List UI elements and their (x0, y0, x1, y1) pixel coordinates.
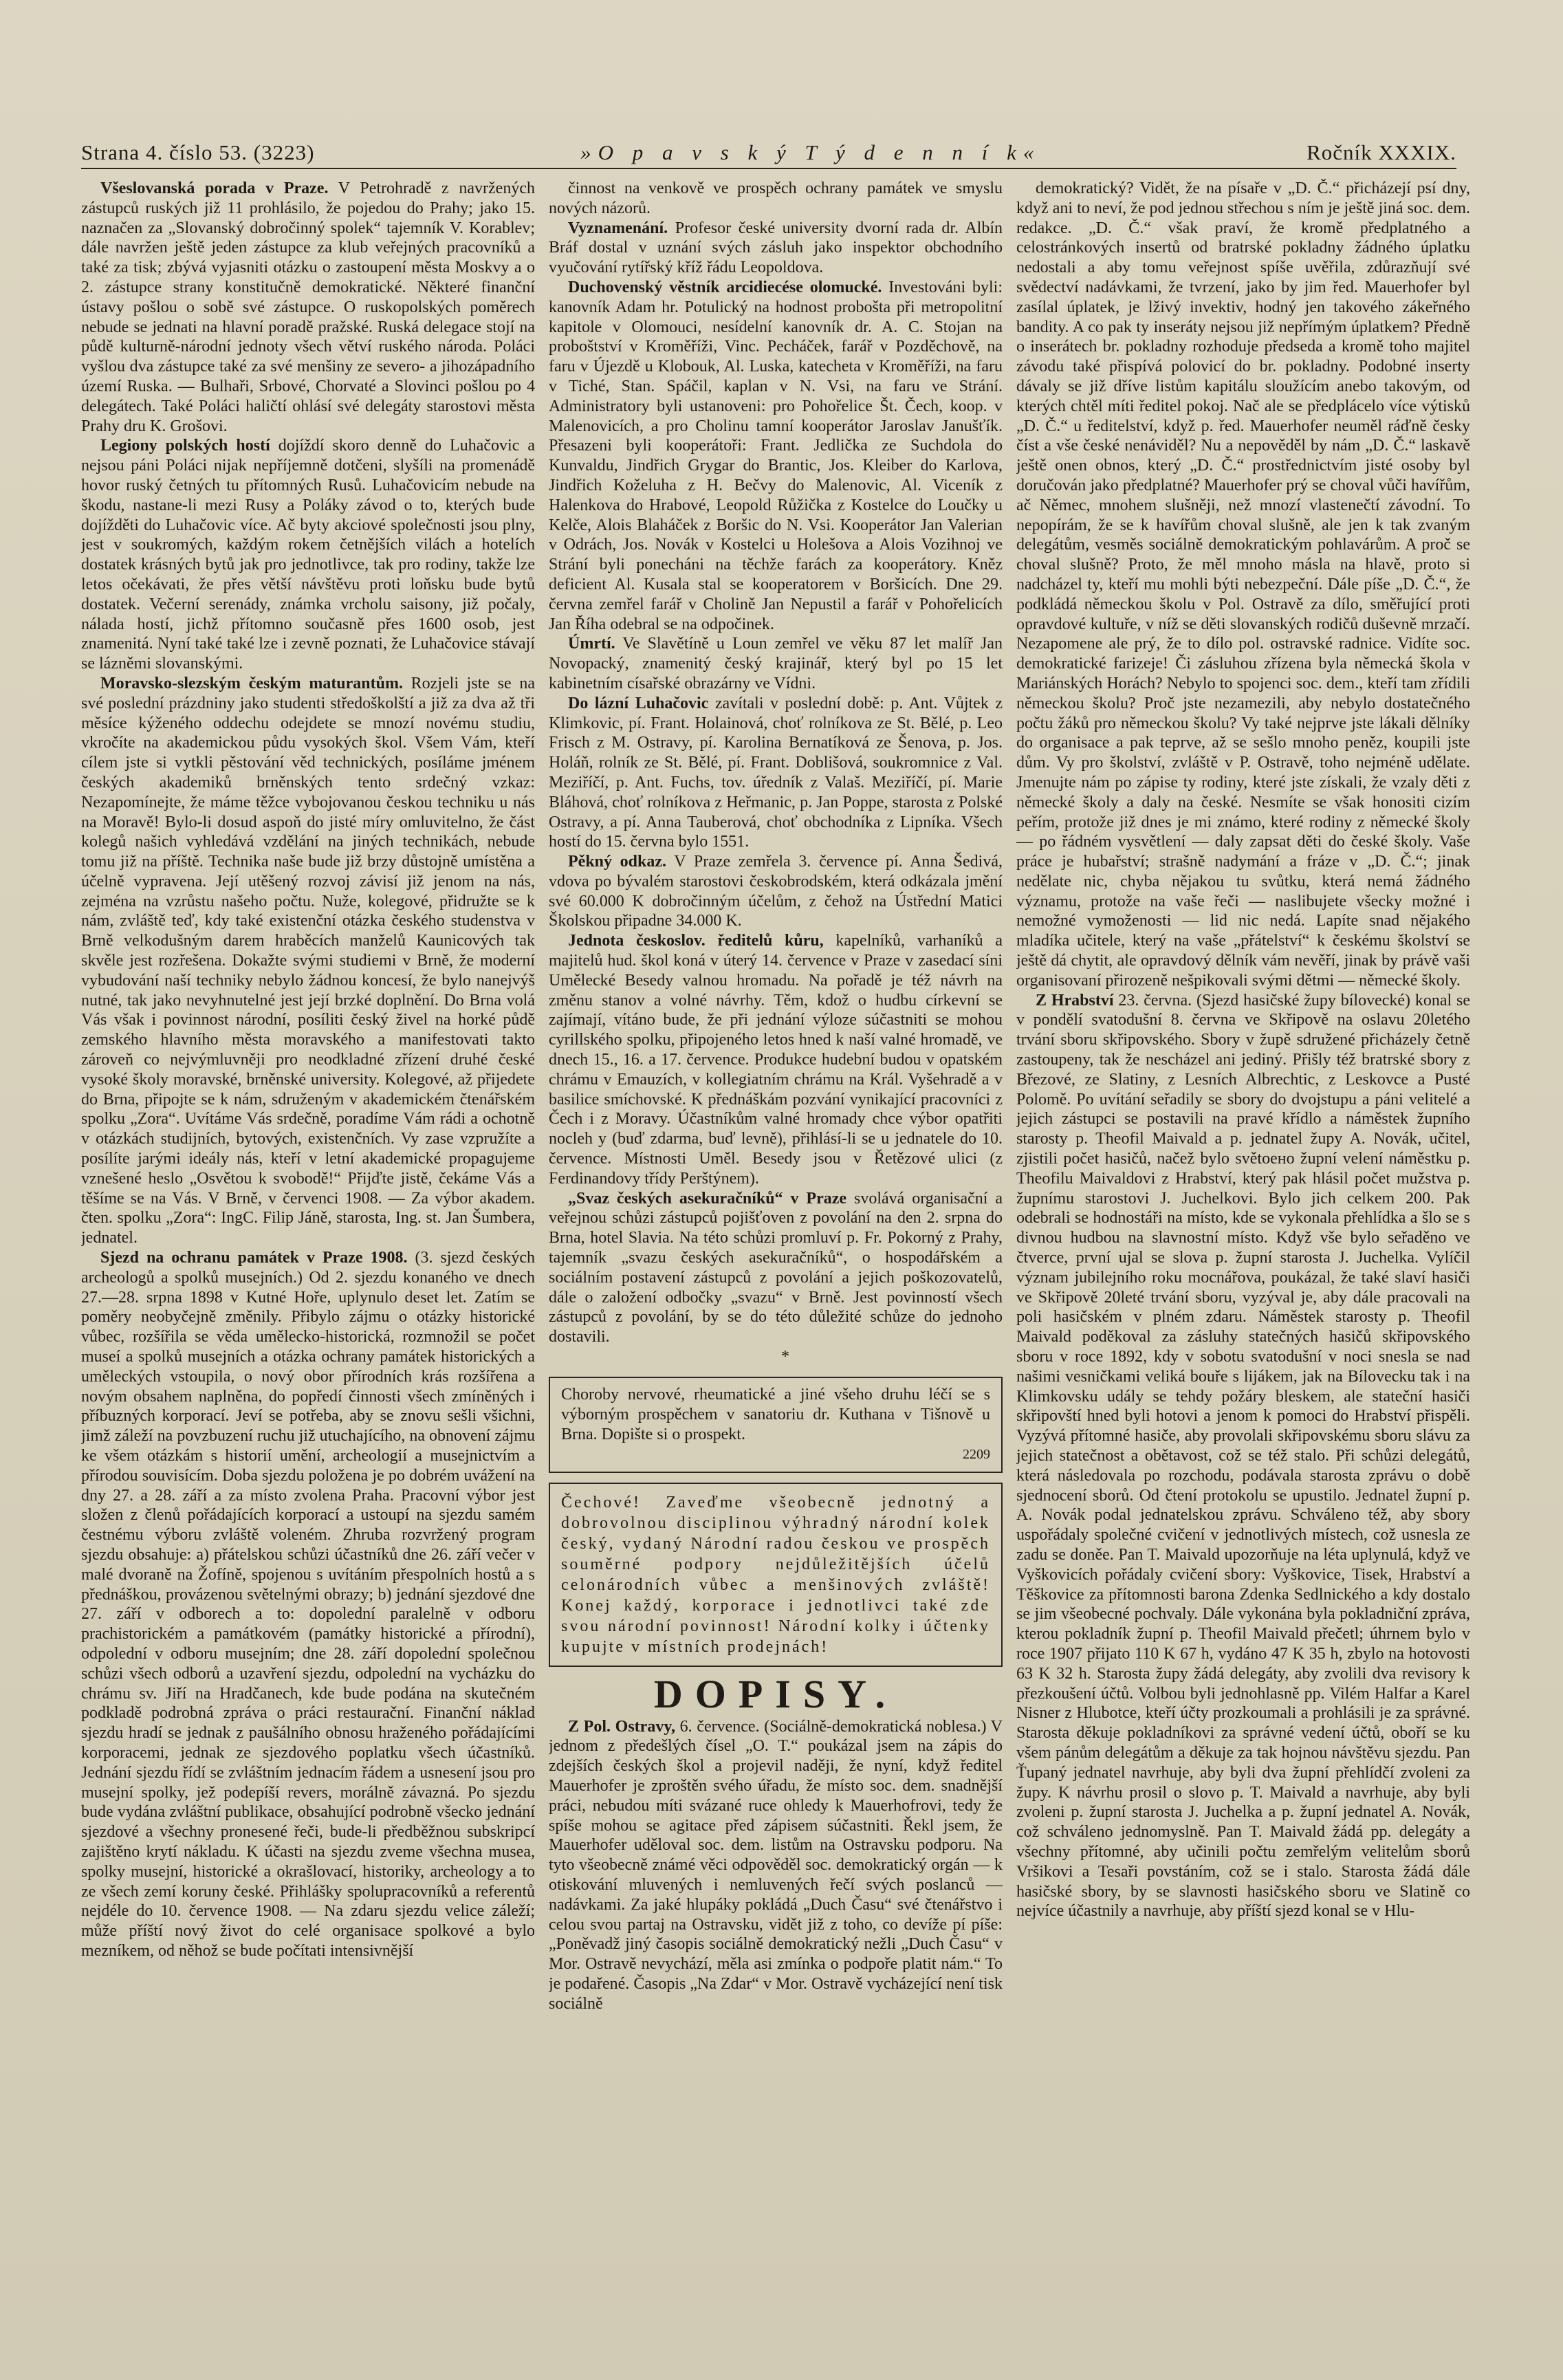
article-heading: Všeslovanská porada v Praze. (100, 179, 329, 197)
article-text: (3. sjezd českých archeologů a spolků musejních.) Od 2. sjezdu konaného ve dnech 27.—28. srpna 1898 v Kutné Hoře, uplynulo deset let. Zatím se poměry neobyčejně změnily. Přibylo zájmu o otázky historické vůbec, rozšířila se věda umělecko-historická, rozmnožil se počet museí a spolků musejních a otázka ochrany památek historických a uměleckých vstoupila, o nový obor přírodních krás rozšířena a novým obsahem naplněna, do popředí činnosti všech zmíněných i příbuzných korporací. Jeví se potřeba, aby se znovu sešli všichni, jimž záleží na povzbuzení ruchu již utuchajícího, na obnovení zájmu ke všem otázkám s historií umění, archeologií a musejnictvím a přírodou souvisícím. Doba sjezdu položena je po dobrém uvážení na dny 27. a 28. září a za místo zvolena Praha. Pracovní výbor jest složen z členů pořádajících korporací a ustoupí na sjezdu samém čestnému výboru zvláště voleném. Zhruba rozvržený program sjezdu obsahuje: a) přátelskou schůzi účastníků dne 26. září večer v malé dvoraně na Žofíně, spojenou s uvítáním přespolních hostů a s přednáškou, provázenou světelnými obrazy; b) jednání sjezdové dne 27. září v odborech a to: dopolední paralelně v odboru prachistorickém a památkovém (památky historické a přírodní), odpolední v odboru musejním; dne 28. září dopolední společnou schůzi všech odborů a uzavření sjezdu, odpolední na vycházku do chrámu sv. Jiří na Hradčanech, kde bude podána na skutečném podkladě podrobná zpráva o práci restaurační. Finanční náklad sjezdu hradí se jednak z paušálního obnosu hraženého pořádajícími korporacemi, jednak ze sjezdového poplatku všech účastníků. Jednání sjezdu řídí se zvláštním jednacím řádem a usnesení jsou pro musejní spolky, jež podepíší revers, morálně závazná. Po sjezdu bude vydána zvláštní publikace, obsahující podrobně všecko jednání sjezdové a všechny pronesené řeči, bude-li předběžnou subskripcí zajištěno krytí nákladu. K účasti na sjezdu zveme všechna musea, spolky musejní, historické a okrašlovací, historiky, archeology a to ze všech zemí koruny české. Přihlášky spolupracovníků a referentů nejdéle do 10. července 1908. — Na zdaru sjezdu velice záleží; může příští nový život do celé organisace spolkové a bylo mezníkem, od něhož se bude počítati intensivnější (81, 1249, 535, 1960)
column-3 (1016, 179, 1470, 2366)
sanatorium-advertisement (549, 1377, 1003, 1473)
newspaper-title: »O p a v s k ý T ý d e n n í k« (580, 140, 1041, 164)
article-paragraph (549, 1717, 1003, 2014)
article-text: zavítali v poslední době: p. Ant. Vůjtek z Klimkovic, pí. Frant. Holainová, choť rolníkova ze St. Bělé, p. Leo Frisch z M. Ostravy, pí. Karolina Bernatíková ze Šenova, p. Jos. Holáň, rolník ze St. Bělé, pí. Frant. Doblišová, soukromnice z Val. Meziříčí, p. Ant. Fuchs, tov. úředník z Valaš. Meziříčí, pí. Marie Bláhová, choť rolníkova z Heřmanic, p. Jan Poppe, starosta z Polské Ostravy, a pí. Anna Tauberová, choť obchodníka z Lipníka. Všech hostí do 15. června bylo 1551. (549, 694, 1003, 851)
article-heading: Pěkný odkaz. (568, 853, 667, 871)
volume-number: Ročník XXXIX. (1307, 140, 1456, 164)
advertisement-text: Choroby nervové, rheumatické a jiné všeho druhu léčí se s výborným prospěchem v sanatoriu dr. Kuthana v Tišnově u Brna. Dopište si o prospekt. (561, 1385, 990, 1443)
article-paragraph (549, 1189, 1003, 1347)
article-paragraph (81, 1248, 535, 1961)
article-heading: Jednota českoslov. ředitelů kůru, (568, 932, 824, 950)
article-text: Ve Slavětíně u Loun zemřel ve věku 87 let malíř Jan Novopacký, znamenitý český krajinář, který byl po 15 let kabinetním císařské obrazárny ve Vídni. (549, 635, 1003, 692)
article-paragraph (549, 278, 1003, 634)
article-heading: Do lázní Luhačovic (568, 694, 709, 712)
article-heading: „Svaz českých asekuračníků“ v Praze (568, 1189, 847, 1208)
column-2-letters (549, 1717, 1003, 2014)
page-number: Strana 4. číslo 53. (3223) (81, 140, 315, 164)
article-paragraph (549, 179, 1003, 219)
column-1 (81, 179, 535, 2366)
article-heading: Z Hrabství (1036, 991, 1114, 1009)
article-paragraph (549, 219, 1003, 278)
article-paragraph (81, 179, 535, 436)
article-text: Profesor české university dvorní rada dr. Albín Bráf dostal v uznání svých zásluh jako inspektor obchodního vyučování rytířský kříž řádu Leopoldova. (549, 219, 1003, 277)
article-text: svolává organisační a veřejnou schůzi zástupců pojišťoven z povolání na den 2. srpna do Brna, hotel Slavia. Na této schůzi promluví p. Fr. Pokorný z Prahy, tajemník „svazu českých asekuračníků“, o hospodářském a sociálním postavení zástupců z povolání a jejich poškozovatelů, dále o založení odbočky „svazu“ v Brně. Jest povinností všech zástupců z povolání, by se do této důležité schůze do jednoho dostavili. (549, 1189, 1003, 1346)
article-heading: Úmrtí. (568, 635, 615, 653)
column-2 (549, 179, 1003, 2366)
article-text: kapelníků, varhaníků a majitelů hud. škol koná v úterý 14. července v Praze v zasedací síni Umělecké Besedy valnou hromadu. Na pořadě je též návrh na změnu stanov a volné návrhy. Těm, kdož o hudbu církevní se zajímají, vítáno bude, že při jednání výloze súčastniti se mohou cyrillského spolku, připojeného letos hned k naší valné hromadě, ve dnech 15., 16. a 17. července. Produkce hudební budou v opatském chrámu v Emauzích, v kollegiatním chrámu na Král. Vyšehradě a v basilice smíchovské. K přednáškám pozvání vynikající pracovníci z Čech i z Moravy. Účastníkům valné hromady chce výbor opatřiti nocleh y (buď zdarma, buď levně), přihlásí-li se u jednatele do 10. července. Místnosti Uměl. Besedy jsou v Řetězové ulici (z Ferdinandovy třídy Perštýnem). (549, 932, 1003, 1188)
article-heading: Vyznamenání. (568, 219, 668, 237)
article-paragraph (549, 634, 1003, 693)
article-paragraph (549, 931, 1003, 1188)
article-text: V Petrohradě z navržených zástupců ruských již 11 prohlásilo, že pojedou do Prahy; jako 15. naznačen za „Slovanský dobročinný spolek“ tajemník V. Korablev; dále navržen ještě jeden zástupce za klub veřejných pracovníků a také za tisk; zbývá vyjasniti otázku o zastoupení města Moskvy a o 2. zástupce strany konstitučně demokratické. Některé finanční ústavy pošlou o sobě své zástupce. O ruskopolských poměrech nebude se jednati na hlavní poradě pražské. Ruská delegace stojí na půdě kulturně-národní jednoty všech větví ruského národa. Poláci vyšlou dva zástupce také za své menšiny ze severo- a jihozápadního území Ruska. — Bulhaři, Srbové, Chorvaté a Slovinci pošlou po 4 delegátech. Také Poláci haličtí ohlásí své delegáty starostovi města Prahy dru K. Grošovi. (81, 179, 535, 435)
header-rule (81, 168, 1456, 169)
article-heading: Legiony polských hostí (100, 437, 270, 455)
advertisement-code: 2209 (963, 1446, 990, 1462)
article-text: činnost na venkově ve prospěch ochrany památek ve smyslu nových názorů. (549, 179, 1003, 217)
article-heading: Moravsko-slezským českým maturantům. (100, 674, 403, 692)
article-text: Investováni byli: kanovník Adam hr. Potulický na hodnost proboštа při metropolitní kapitole v Olomouci, nesídelní kanovník dr. A. C. Stojan na proboštství v Kroměříži, Vinc. Pecháček, farář v Pozděchově, na faru v Újezdě u Klobouk, Al. Luska, katecheta v Kroměříži, na faru v Tiché, Stan. Spáčil, kaplan v N. Vsi, na faru ve Strání. Administratory byli ustanoveni: pro Pohořelice Št. Čech, koop. v Malenovicích, a pro Cholinu tamní kooperátor Jaroslav Janušťík. Přesazeni byli kooperátoři: Frant. Jedlička ze Suchdola do Kunvaldu, Jindřich Grygar do Brantic, Jos. Kleiber do Karlova, Jindřich Koželuha z H. Bečvy do Malenovic, Al. Viceník z Halenkova do Hrabové, Leopold Růžička z Kostelce do Loučky u Kelče, Alois Blaháček z Boršic do N. Vsi. Kooperátor Jan Valerian v Odrách, Jos. Novák v Kostelci u Holešova a Alois Vozihnoj ve Strání byli ponecháni na těchže farách za kooperátory. Kněz deficient Al. Kusala stal se kooperatorem v Boršicích. Dne 29. června zemřel farář v Cholině Jan Nepustil a farář v Pohořelicích Jan Říha odebral se na odpočinek. (549, 278, 1003, 633)
section-heading-dopisy: DOPISY. (653, 1671, 898, 1716)
article-heading: Duchovenský věstník arcidiecése olomucké. (568, 278, 882, 296)
article-text: 23. června. (Sjezd hasičské župy bílovecké) konal se v pondělí svatodušní 8. června ve Skřipově na oslavu 20letého trvání sboru skřipovského. Sbory v župě sdružené přicházely četně zastoupeny, tak že nescházel ani jediný. Přišly též bratrské sbory z Březové, ze Slatiny, z Lesních Albrechtic, z Leskovce a Pusté Polomě. Po uvítání seřadily se sbory do dvojstupu a páni velitelé a jejich zástupci se postavili na pravé křídlo a náměstek župního starosty p. Theofil Maivald a p. jednatel župy A. Novák, učitel, zjistili počet hasičů, načež bylo světoено župní velení náměstku p. Theofilu Maivaldovi z Hrabství, který pak hlásil počet mužstva p. župnímu starostovi J. Juchelkovi. Bylo jich celkem 200. Pak odebrali se hodnostáři na místo, kde se vykonala přehlídka a šlo se s divnou hudbou na slavnostní místo. Když vše bylo seřaděno ve čtverce, první ujal se slova p. župní starosta J. Juchelka. Vylíčil význam jubilejního roku mocnářova, poukázal, že také slaví hasiči ve Skřipově 20leté trvání sboru, vyzýval je, aby dále pracovali na poli hasičském v plném zdaru. Náměstek starosty p. Theofil Maivald poděkoval za zásluhy statečných hasičů skřipovského sboru v roce 1892, kdy v sobotu svatodušní v noci snesla se nad našimi vesničkami veliká bouře s lijákem, jak na Bílovecku tak i na Klimkovsku udály se tehdy požáry bleskem, ale stateční hasiči skřipovští hned byli hotovi a jenom k pomoci do Hrabství přispěli. Vyzývá přítomné hasiče, aby provolali skřipovskému sboru slávu za jejich statečnost a obětavost, což se též stalo. Při schůzi delegátů, která následovala po rozchodu, podávala starosta zprávu o době sjednocení sborů. Od čtení protokolu se upustilo. Jednatel župní p. A. Novák podal jednatelskou zprávu. Schváleno též, aby sbory uspořádaly společné cvičení v jednotlivých místech, což usnesla ze zadu se doněe. Pan T. Maivald upozorňuje na léta uplynulá, když ve Vyškovicích pořádaly cvičení sbory: Vyškovice, Tisek, Hrabství a Těškovice za přítomnosti barona Zdenka Sedlnického a kdy dostalo se jim všeobecné pochvaly. Dále vykonána byla pokladniční zpráva, kterou pokladník župní p. Theofil Maivald přečetl; úhrnem bylo v roce 1907 přijato 110 K 67 h, vydáno 47 K 35 h, zbylo na hotovosti 63 K 32 h. Starosta župy žádá delegáty, aby zvolili dva revisory k přezkoušení účtů. Volbou byli jednohlasně pp. Vilém Halfar a Karel Nisner z Hlubotce, kteří účty prozkoumali a prohlásili je za správné. Starosta děkuje pokladníkovi za správné vedení účtů, oboří se ku všem pánům delegátům a děkuje za tak hojnou návštěvu sjezdu. Pan Ťupaný jednatel navrhuje, aby byli dva župní přehlídčí zvoleni za župy. K návrhu prosil o slovo p. T. Maivald a navrhuje, aby byli zvoleni p. župní starosta J. Juchelka a p. župní jednatel A. Novák, což schváleno jednomyslně. Pan T. Maivald žádá pp. delegáty a všechny přítomné, aby učinili počtu zemřelým velitelům sborů Vršikovi a Tesaři povstáním, což se i stalo. Starosta žádá dále hasičské sbory, by se slavnosti hasičského sboru ve Slatině co nejvíce účastnily a navrhuje, aby příští sjezd konal se v Hlu- (1016, 991, 1470, 1921)
article-text: Rozjeli jste se na své poslední prázdniny jako studenti středoškolští a již za dva až tři měsíce kýženého oddechu odejdete se mnozí novému studiu, vkročíte na akademickou půdu vysokých škol. Všem Vám, kteří cílem jste si vytkli pěstování věd technických, posíláme jménem českých akademiků brněnských tento srdečný vzkaz: Nezapomínejte, že máme těžce vybojovanou českou techniku u nás na Moravě! Bylo-li dosud aspoň do jisté míry omluvitelno, že část kolegů našich vyhledává vzdělání na jiných technikách, nebude tomu již na příště. Technika naše bude již brzy důstojně umístěna a účelně vypravena. Její utěšený rozvoj závisí již jenom na nás, zejména na vzrůstu našeho počtu. Nuže, kolegové, přidružte se k nám, zvláště teď, kdy také existenční otázka českého studenstva v Brně velkodušným darem hraběcích manželů Kaunicových tak skvěle jest rozřešena. Dokažte svými studiemi v Brně, že moderní vybudování naší techniky nebylo žádnou koncesí, že bylo nanejvýš nutné, tak jako nevyhnutelné jest její brzké doplnění. Do Brna volá Vás však i povinnost národní, posíliti český živel na horké půdě zemského hlavního města moravského a manifestovati takto zároveň co nejvýmluvněji pro neodkladné zřízení druhé české vysoké školy moravské, brněnské university. Kolegové, až přijedete do Brna, připojte se k nám, sdruženým v akademickém čtenářském spolku „Zora“. Uvítáme Vás srdečně, poradíme Vám rádi a ochotně v otázkách studijních, bytových, existenčních. Vy zase vzpružíte a posílíte jarými ideály nás, kteří v letní akademické propagujeme vznešené heslo „Osvětou k svobodě!“ Přijďte jistě, čekáme Vás a těšíme se na Vás. V Brně, v červenci 1908. — Za výbor akadem. čten. spolku „Zora“: IngC. Filip Jáně, starosta, Ing. st. Jan Šumbera, jednatel. (81, 674, 535, 1247)
article-text: V Praze zemřela 3. července pí. Anna Šedivá, vdova po bývalém starostovi českobrodském, která odkázala jmění své 60.000 K dobročinným účelům, z čehož na Ústřední Matici Školskou připadne 34.000 K. (549, 853, 1003, 930)
separator-star: * (781, 1348, 789, 1366)
article-paragraph (1016, 991, 1470, 1921)
column-2-articles (549, 179, 1003, 1347)
national-stamp-appeal: Čechové! Zaveďme všeobecně jednotný a dobrovolnou disciplinou výhradný národní kolek český, vydaný Národní radou českou ve prospěch souměrné podpory nejdůležitějších účelů celonárodních vůbec a menšinových zvláště! Konej každý, korporace i jednotlivci také zde svou národní povinnost! Národní kolky i účtenky kupujte v místních prodejnách! (549, 1483, 1003, 1667)
page-header (81, 124, 1456, 165)
article-paragraph (81, 674, 535, 1248)
article-heading: Sjezd na ochranu památek v Praze 1908. (100, 1249, 408, 1267)
article-paragraph (549, 852, 1003, 931)
article-heading: Z Pol. Ostravy, (568, 1717, 675, 1736)
article-paragraph (81, 436, 535, 674)
article-paragraph (549, 694, 1003, 852)
article-paragraph (1016, 179, 1470, 991)
article-text: demokratický? Vidět, že na písaře v „D. Č.“ přicházejí psí dny, když ani to neví, že pod jednou střechou s ním je ještě jiná soc. dem. redakce. „D. Č.“ však praví, že kromě předplatného a celostránkových insertů od bratrské pokladny žádného úplatku nedostali a aby tomu veřejnost spíše uvěřila, zdůrazňují své svědectví nadávkami, že tvrzení, jako by jim řed. Mauerhofer byl zasílal úplatek, je lživý invektiv, hodný jen takového zákeřného bandity. A co pak ty inseráty nejsou již nepřímým úplatkem? Předně o inserátech br. pokladny rozhoduje předseda a kromě toho majitel závodu také přispívá polovicí do br. pokladny. Podobné inserty dávaly se již dříve listům kapitálu sloužícím anebo takovým, od kterých chtěl míti ředitel pokoj. Nač ale se předplácelo více výtisků „D. Č.“ u ředitelství, když p. řed. Mauerhofer neuměl ráďně česky číst a vše české nenáviděl? Nu a nepověděl by nám „D. Č.“ laskavě ještě onen obnos, který „D. Č.“ prostřednictvím jisté osoby byl doručován jako předplatné? Mauerhofer prý se choval vůči havířům, ač Němec, mnohem slušněji, než mnozí vlastenečtí závodní. To nepopírám, že se k havířům choval slušně, ale jen k tak zvaným delegátům, vesměs sociálně demokratickým pohlavárům. A proč se choval slušně? Proto, že měl mnoho másla na hlavě, proto si nadcházel ty, kteří mu mohli býti nebezpeční. Dále píše „D. Č.“, že podkládá německou školu v Pol. Ostravě za dílo, směřující proti opravdové kultuře, v níž se děti slovanských rodičů duševně mrzačí. Nezapomene ale prý, že to dílo pol. ostravské radnice. Vidíte soc. demokratické farizeje! Či zásluhou zřízena byla německá škola v Mariánských Horách? Nebylo to spojenci soc. dem., kteří tam zřídili německou školu? Proč jste nezamezili, aby nebylo dostatečného počtu žáků pro německou školu? Vy také nejprve jste lákali dělníky do organisace a pak teprve, až se sešlo mnoho peněz, koupili jste dům. Vy pro školství, zvláště v P. Ostravě, toho nejméně udělate. Jmenujte nám po zápise ty rodiny, které jste získali, že vzaly děti z německé školy a daly na české. Nesmíte se však honositi cizím peřím, protože již dnes je mi známo, které rodiny z německé školy — po řádném vysvětlení — daly zapsat děti do české školy. Vaše práce je hubařství; strašně nadymání a fráze v „D. Č.“; jinak nedělate nic, chyba nějakou tu svůtku, která nemá žádného významu, protože na vaše řeči — naslibujete všecky možné i nemožné vymoženosti — lid nic nedá. Lapíte snad nějakého mladíka učitele, který na vaše „přátelství“ k českému školství se ještě dá chytit, ale opravdový dělník vám nevěří, jinak by právě vaši organisovaní přirozeně nešpikovali svými dětmi — německé školy. (1016, 179, 1470, 990)
article-text: 6. července. (Sociálně-demokratická noblesa.) V jednom z předešlých čísel „O. T.“ poukázal jsem na zápis do zdejších českých škol a projevil naději, že nyní, když ředitel Mauerhofer je zproštěn svého úřadu, že místo soc. dem. snadnější práci, nebudou míti svázané ruce ohledy k Mauerhofrovi, tedy že spíše mohou se agitace před zápisem súčastniti. Řekl jsem, že Mauerhofer uděloval soc. dem. listům na Ostravsku podporu. Na tyto všeobecně známé věci odpověděl soc. demokratický orgán — k otiskování mluvených i nemluvených řečí svých poslanců — nadávkami. Za jaké hlupáky pokládá „Duch Času“ své čtenářstvo i celou svou partaj na Ostravsku, vidět již z toho, co devíže pí píše: „Poněvadž jiný časopis sociálně demokratický nežli „Duch Času“ v Mor. Ostravě nevychází, měla asi zmínka o podpoře platit nám.“ To je podařené. Časopis „Na Zdar“ v Mor. Ostravě vycházející není tisk sociálně (549, 1717, 1003, 2013)
article-text: dojíždí skoro denně do Luhačovic a nejsou páni Poláci nijak nepříjemně dotčeni, slyšíli na promenádě hovor ruský četných tu přítomných Rusů. Luhačovicím nebude na škodu, nastane-li mezi Rusy a Poláky závod o to, kterých bude dojížděti do Luhačovic více. Ač byty akciové společnosti jsou plny, jest v soukromých, každým rokem četnějších vilách a hotelích dostatek krásných bytů jak pro jednotlivce, tak pro rodiny, takže lze letos očekávati, že přes větší návštěvu proti loňsku bude bytů dostatek. Večerní serenády, známka vrcholu saisony, již počaly, nálada hostí, jichž přítomno současně přes 1600 osob, jest znamenitá. Nyní také také lze i zevně poznati, že Luhačovice stávají se lázněmi slovanskými. (81, 437, 535, 673)
